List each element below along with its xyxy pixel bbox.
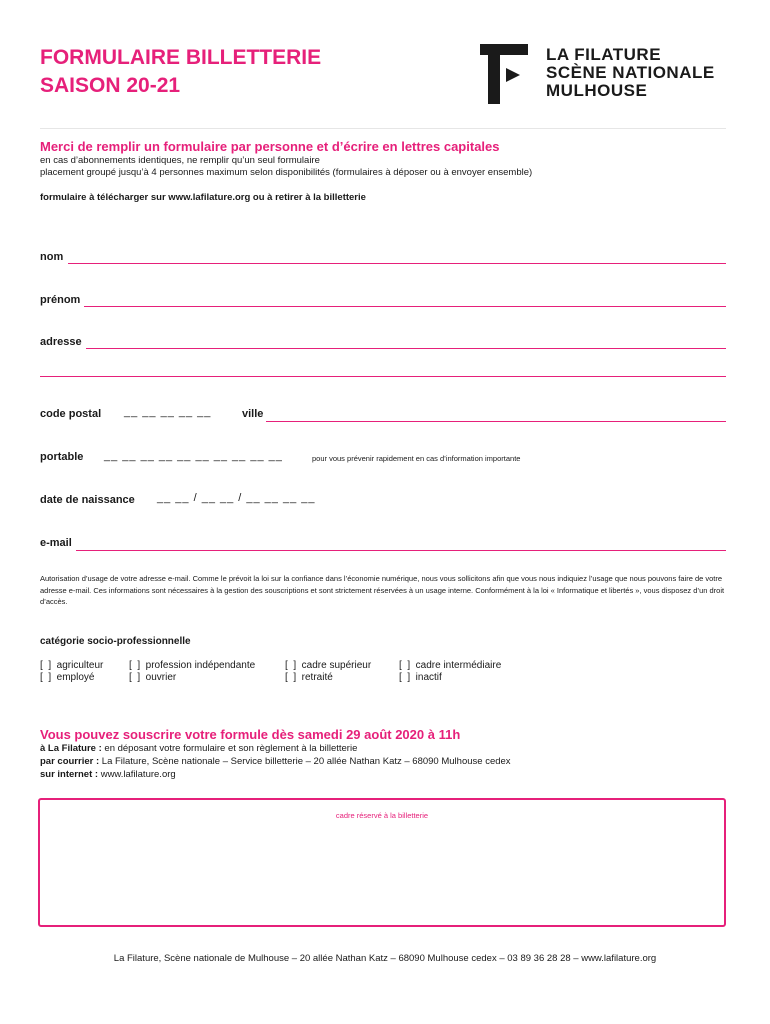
logo-wordmark	[546, 46, 715, 100]
category-inactif[interactable]: [ ] inactif	[399, 672, 442, 683]
subscribe-text-internet: www.lafilature.org	[98, 769, 176, 780]
category-employe[interactable]: [ ] employé	[40, 672, 95, 683]
category-profession-independante[interactable]: [ ] profession indépendante	[129, 660, 256, 671]
portable-label: portable	[40, 451, 84, 463]
la-filature-logo-icon	[480, 44, 528, 104]
logo-line-2: SCÈNE NATIONALE	[546, 63, 715, 82]
footer-address: La Filature, Scène nationale de Mulhouse – 20 allée Nathan Katz – 68090 Mulhouse cedex – 03 89 36 28 28 – www.lafilature.org	[113, 953, 657, 964]
category-agriculteur[interactable]: [ ] agriculteur	[40, 660, 104, 671]
category-cadre-intermediaire[interactable]: [ ] cadre intermédiaire	[399, 660, 502, 671]
subscribe-label-filature: à La Filature :	[40, 743, 102, 754]
category-column-3	[285, 660, 371, 684]
subscribe-text-filature: en déposant votre formulaire et son règlement à la billetterie	[101, 743, 358, 754]
category-column-1	[40, 660, 103, 684]
category-cadre-superieur[interactable]: [ ] cadre supérieur	[285, 660, 372, 671]
subscribe-text-courrier: La Filature, Scène nationale – Service billetterie – 20 allée Nathan Katz – 68090 Mulhouse cedex	[99, 756, 511, 767]
adresse-label: adresse	[40, 336, 82, 348]
nom-label: nom	[40, 251, 64, 263]
title-line-2: SAISON 20-21	[40, 74, 181, 97]
naissance-blanks[interactable]: __ __ / __ __ / __ __ __ __	[157, 492, 316, 504]
subscribe-line-filature	[40, 743, 357, 754]
header-divider	[40, 128, 726, 129]
ville-label: ville	[242, 408, 264, 420]
intro-line-2: placement groupé jusqu’à 4 personnes maximum selon disponibilités (formulaires à déposer ou à envoyer ensemble)	[40, 167, 533, 178]
adresse-line-2[interactable]	[40, 376, 726, 377]
category-ouvrier[interactable]: [ ] ouvrier	[129, 672, 177, 683]
nom-line[interactable]	[68, 263, 726, 264]
subscribe-line-internet	[40, 769, 176, 780]
ville-line[interactable]	[266, 421, 726, 422]
code-postal-blanks[interactable]: __ __ __ __ __	[124, 406, 212, 418]
logo-line-1: LA FILATURE	[546, 45, 662, 64]
form-title	[40, 44, 321, 100]
logo-line-3: MULHOUSE	[546, 81, 648, 100]
reserved-label: cadre réservé à la billetterie	[335, 811, 429, 820]
code-postal-label: code postal	[40, 408, 102, 420]
subscribe-heading: Vous pouvez souscrire votre formule dès samedi 29 août 2020 à 11h	[40, 727, 461, 742]
subscribe-label-courrier: par courrier :	[40, 756, 100, 767]
email-line[interactable]	[76, 550, 726, 551]
portable-blanks[interactable]: __ __ __ __ __ __ __ __ __ __	[104, 450, 283, 462]
prenom-label: prénom	[40, 294, 81, 306]
intro-heading: Merci de remplir un formulaire par personne et d’écrire en lettres capitales	[40, 139, 500, 154]
email-label: e-mail	[40, 537, 72, 549]
email-consent-text: Autorisation d’usage de votre adresse e-mail. Comme le prévoit la loi sur la confiance dans l’économie numérique, nous vous sollicitons afin que vous nous indiquiez l’usage que nous pouvons faire de votre adresse e-mail. Ces informations sont nécessaires à la gestion des souscriptions et sont strictement réservées à un usage interne. Conformément à la loi « Informatique et libertés », vous disposez d’un droit d’accès.	[40, 574, 725, 606]
portable-note: pour vous prévenir rapidement en cas d’information importante	[312, 454, 521, 463]
intro-line-1: en cas d’abonnements identiques, ne remplir qu’un seul formulaire	[40, 155, 320, 166]
category-heading: catégorie socio-professionnelle	[40, 636, 191, 647]
download-info: formulaire à télécharger sur www.lafilature.org ou à retirer à la billetterie	[40, 192, 366, 203]
category-column-4	[399, 660, 501, 684]
subscribe-line-courrier	[40, 756, 511, 767]
category-retraite[interactable]: [ ] retraité	[285, 672, 333, 683]
subscribe-label-internet: sur internet :	[40, 769, 99, 780]
adresse-line-1[interactable]	[86, 348, 726, 349]
title-line-1: FORMULAIRE BILLETTERIE	[40, 46, 322, 69]
prenom-line[interactable]	[84, 306, 726, 307]
naissance-label: date de naissance	[40, 494, 135, 506]
category-column-2	[129, 660, 255, 684]
